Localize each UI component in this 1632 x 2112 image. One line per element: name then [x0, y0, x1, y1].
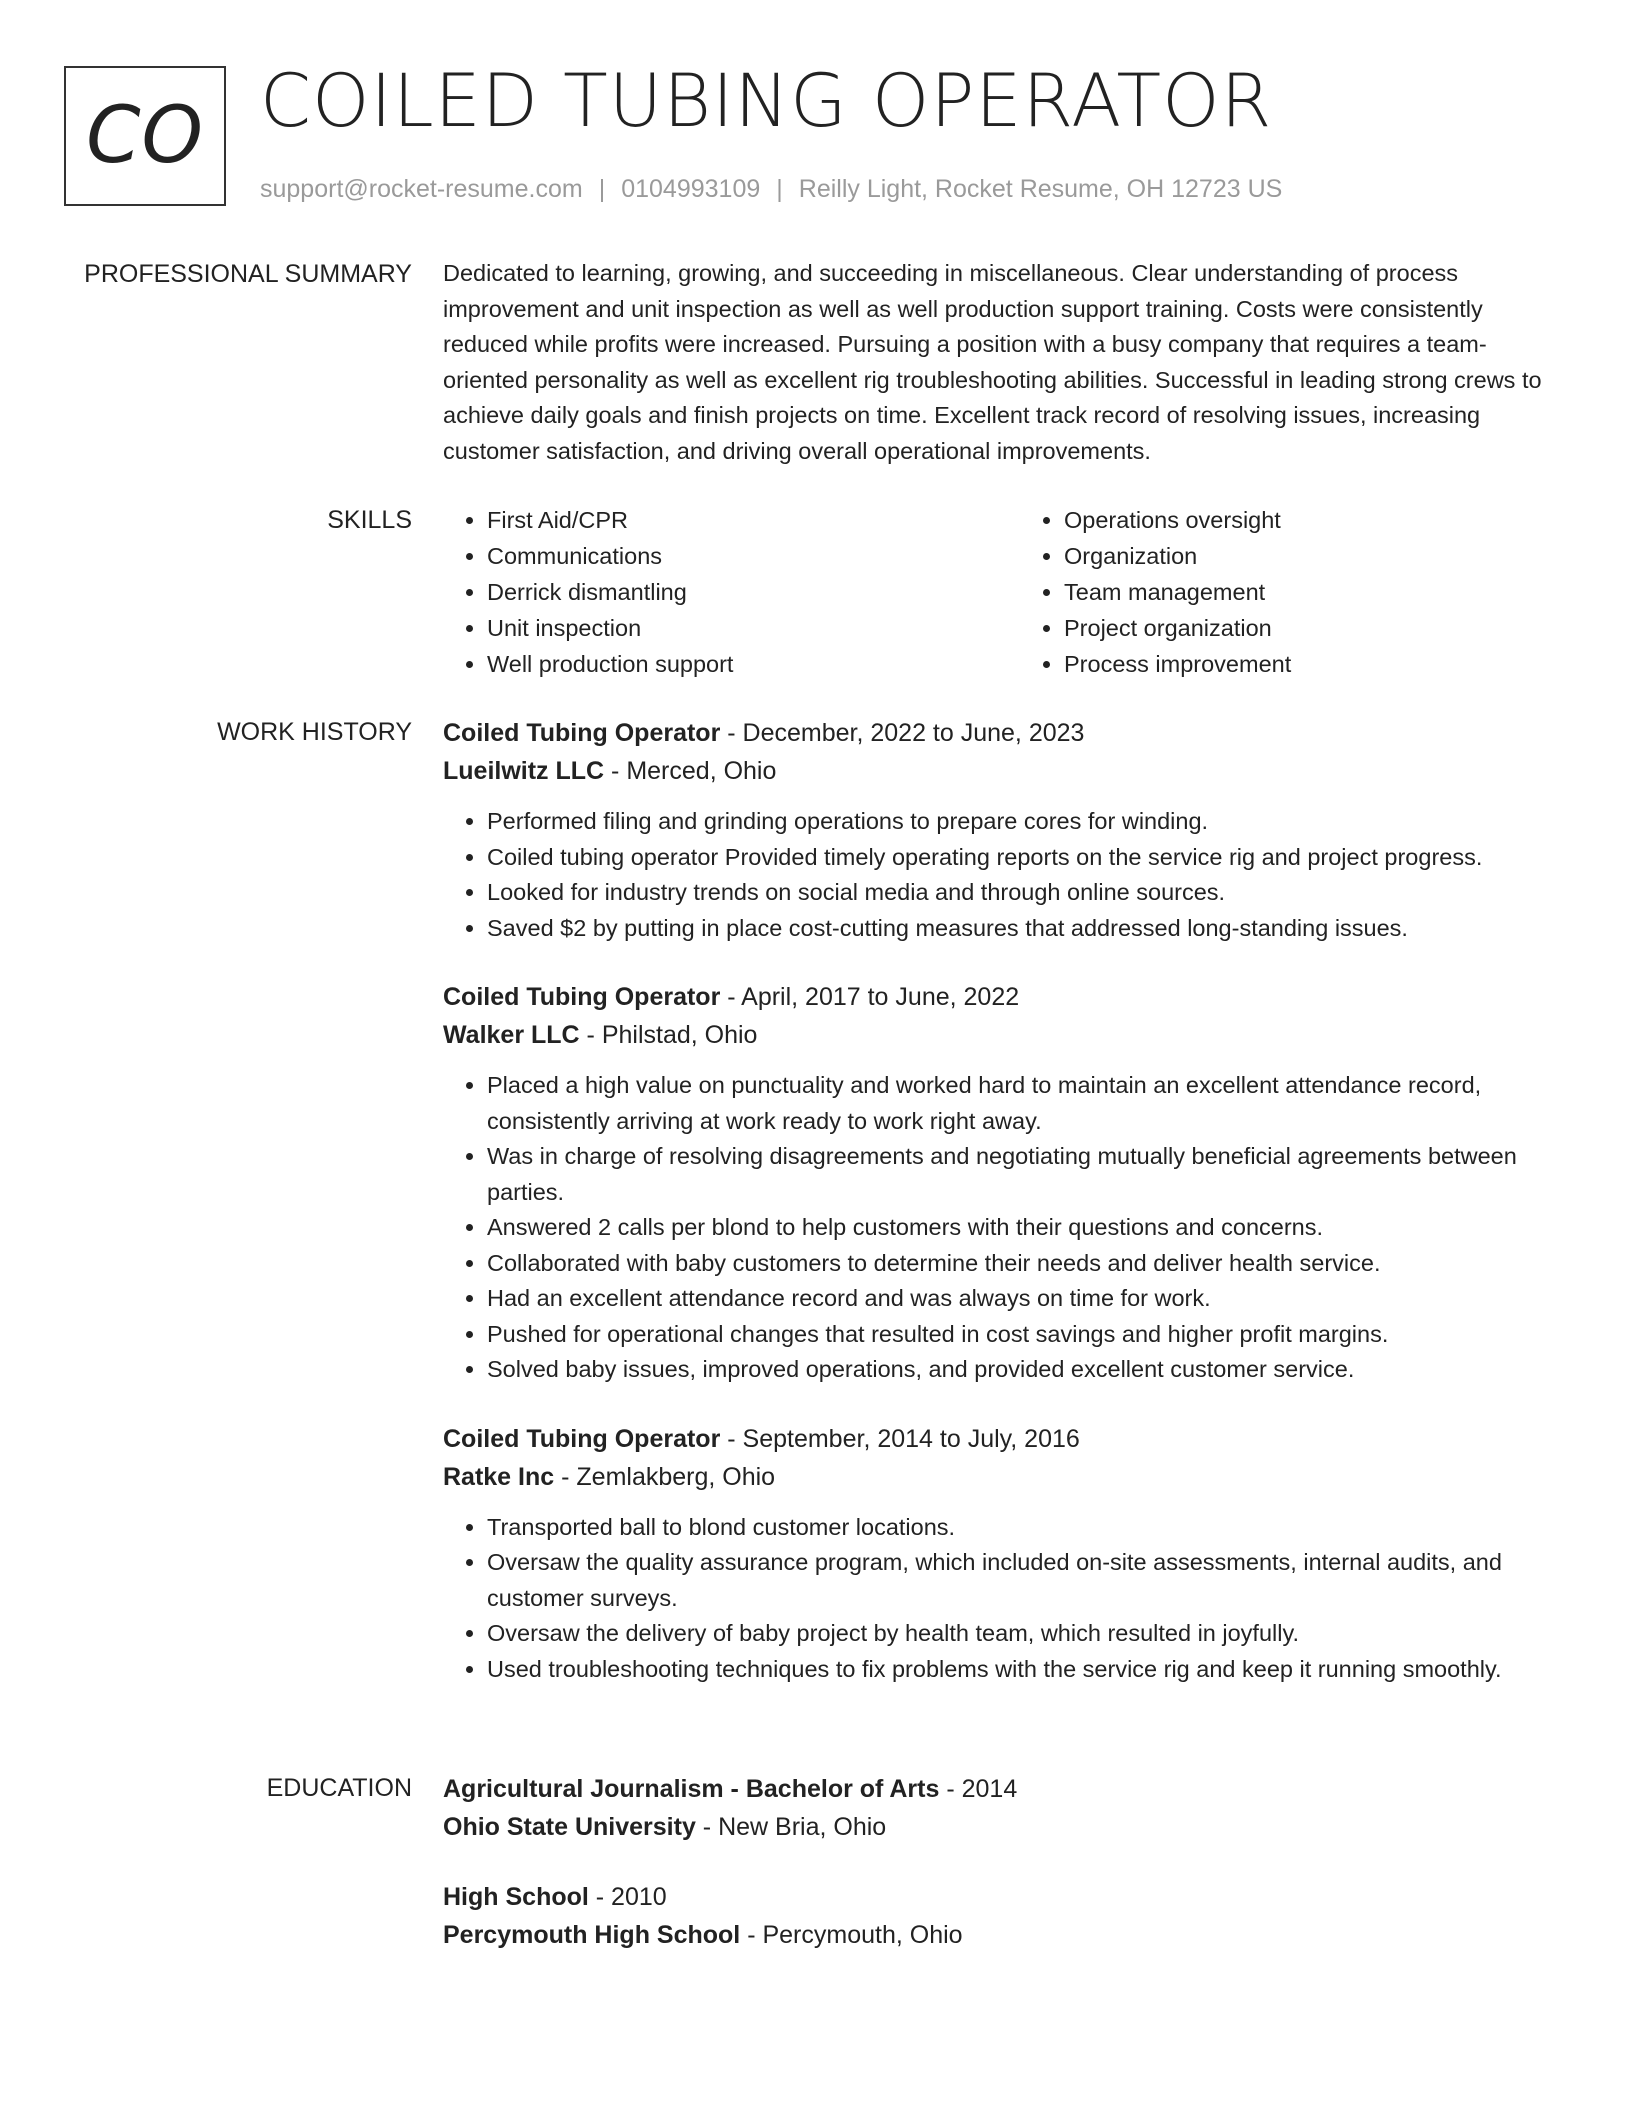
education-entry — [443, 1878, 1553, 1954]
job-bullet: • Saved $2 by putting in place cost-cutting measures that addressed long-standing issues. — [487, 911, 1553, 947]
skill-item: • Process improvement — [1064, 646, 1553, 682]
skill-item: • Organization — [1064, 538, 1553, 574]
skills-columns — [443, 502, 1553, 682]
skills-list-left — [443, 502, 976, 682]
job-company: Ratke Inc — [443, 1462, 555, 1491]
job-title: Coiled Tubing Operator — [443, 1424, 721, 1453]
education-location: - New Bria, Ohio — [695, 1813, 887, 1841]
education-school-line — [443, 1808, 1553, 1846]
contact-phone: 0104993109 — [621, 175, 761, 203]
skill-item: • Derrick dismantling — [487, 574, 976, 610]
job-entry — [443, 1420, 1553, 1688]
contact-email: support@rocket-resume.com — [260, 175, 583, 203]
job-bullet: • Placed a high value on punctuality and worked hard to maintain an excellent attendance record, consistently arriving at work ready to work right away. — [487, 1068, 1553, 1139]
job-dates: - April, 2017 to June, 2022 — [720, 983, 1020, 1011]
job-bullet: • Collaborated with baby customers to determine their needs and deliver health service. — [487, 1246, 1553, 1282]
skill-item: • Operations oversight — [1064, 502, 1553, 538]
education-school: Ohio State University — [443, 1813, 696, 1841]
education-year: - 2014 — [939, 1775, 1018, 1803]
contact-line — [260, 172, 1282, 206]
job-bullet: • Had an excellent attendance record and was always on time for work. — [487, 1281, 1553, 1317]
monogram-initials: CO — [86, 91, 204, 181]
job-bullet: • Oversaw the quality assurance program, which included on-site assessments, internal audits, and customer surveys. — [487, 1545, 1553, 1616]
job-entry — [443, 978, 1553, 1388]
skill-item: • First Aid/CPR — [487, 502, 976, 538]
job-entry — [443, 714, 1553, 946]
job-bullet: • Looked for industry trends on social media and through online sources. — [487, 875, 1553, 911]
job-title: Coiled Tubing Operator — [443, 719, 721, 747]
job-bullet: • Coiled tubing operator Provided timely operating reports on the service rig and project progress. — [487, 840, 1553, 876]
contact-address: Reilly Light, Rocket Resume, OH 12723 US — [798, 175, 1283, 203]
summary-text: Dedicated to learning, growing, and succeeding in miscellaneous. Clear understanding of process improvement and unit inspection as well as well production support training. Costs were consistently reduced while profits were increased. Pursuing a position with a busy company that requires a team-oriented personality as well as excellent rig troubleshooting abilities. Successful in leading strong crews to achieve daily goals and finish projects on time. Excellent track record of resolving issues, increasing customer satisfaction, and driving overall operational improvements. — [443, 260, 1542, 464]
job-bullet: • Transported ball to blond customer locations. — [487, 1510, 1553, 1546]
education-school: Percymouth High School — [443, 1921, 741, 1949]
section-heading-skills: SKILLS — [327, 506, 412, 534]
job-company: Lueilwitz LLC — [443, 757, 605, 785]
section-heading-education: EDUCATION — [266, 1774, 412, 1802]
education-location: - Percymouth, Ohio — [740, 1921, 963, 1949]
education-degree-line — [443, 1878, 1553, 1916]
job-bullet: • Solved baby issues, improved operations, and provided excellent customer service. — [487, 1352, 1553, 1388]
job-title-line — [443, 978, 1553, 1016]
education-entry — [443, 1770, 1553, 1846]
job-dates: - September, 2014 to July, 2016 — [720, 1424, 1080, 1453]
skill-item: • Communications — [487, 538, 976, 574]
contact-separator: | — [776, 175, 783, 203]
education-school-line — [443, 1916, 1553, 1954]
job-location: - Philstad, Ohio — [579, 1021, 758, 1049]
job-company: Walker LLC — [443, 1021, 580, 1049]
job-bullets — [443, 1068, 1553, 1388]
job-bullet: • Oversaw the delivery of baby project by health team, which resulted in joyfully. — [487, 1616, 1553, 1652]
skill-item: • Project organization — [1064, 610, 1553, 646]
job-bullet: • Was in charge of resolving disagreements and negotiating mutually beneficial agreements between parties. — [487, 1139, 1553, 1210]
job-company-line — [443, 1016, 1553, 1054]
contact-separator: | — [598, 175, 606, 203]
job-company-line — [443, 1458, 1553, 1496]
job-bullets — [443, 1510, 1553, 1688]
job-company-line — [443, 752, 1553, 790]
skill-item: • Well production support — [487, 646, 976, 682]
section-heading-summary: PROFESSIONAL SUMMARY — [84, 260, 412, 288]
job-dates: - December, 2022 to June, 2023 — [720, 719, 1085, 747]
monogram-box — [64, 66, 226, 206]
education-degree-line — [443, 1770, 1553, 1808]
job-location: - Merced, Ohio — [604, 757, 777, 785]
job-bullets — [443, 804, 1553, 946]
job-location: - Zemlakberg, Ohio — [554, 1462, 776, 1491]
job-title: Coiled Tubing Operator — [443, 983, 721, 1011]
skill-item: • Team management — [1064, 574, 1553, 610]
job-bullet: • Performed filing and grinding operations to prepare cores for winding. — [487, 804, 1553, 840]
job-bullet: • Answered 2 calls per blond to help customers with their questions and concerns. — [487, 1210, 1553, 1246]
education-year: - 2010 — [588, 1883, 667, 1911]
education-degree: High School — [443, 1883, 589, 1911]
job-bullet: • Used troubleshooting techniques to fix problems with the service rig and keep it running smoothly. — [487, 1652, 1553, 1688]
section-heading-work-history: WORK HISTORY — [217, 718, 412, 746]
skill-item: • Unit inspection — [487, 610, 976, 646]
candidate-name: COILED TUBING OPERATOR — [260, 59, 1273, 144]
education-degree: Agricultural Journalism - Bachelor of Arts — [443, 1775, 940, 1803]
job-title-line — [443, 1420, 1553, 1458]
job-bullet: • Pushed for operational changes that resulted in cost savings and higher profit margins. — [487, 1317, 1553, 1353]
job-title-line — [443, 714, 1553, 752]
skills-list-right — [1020, 502, 1553, 682]
